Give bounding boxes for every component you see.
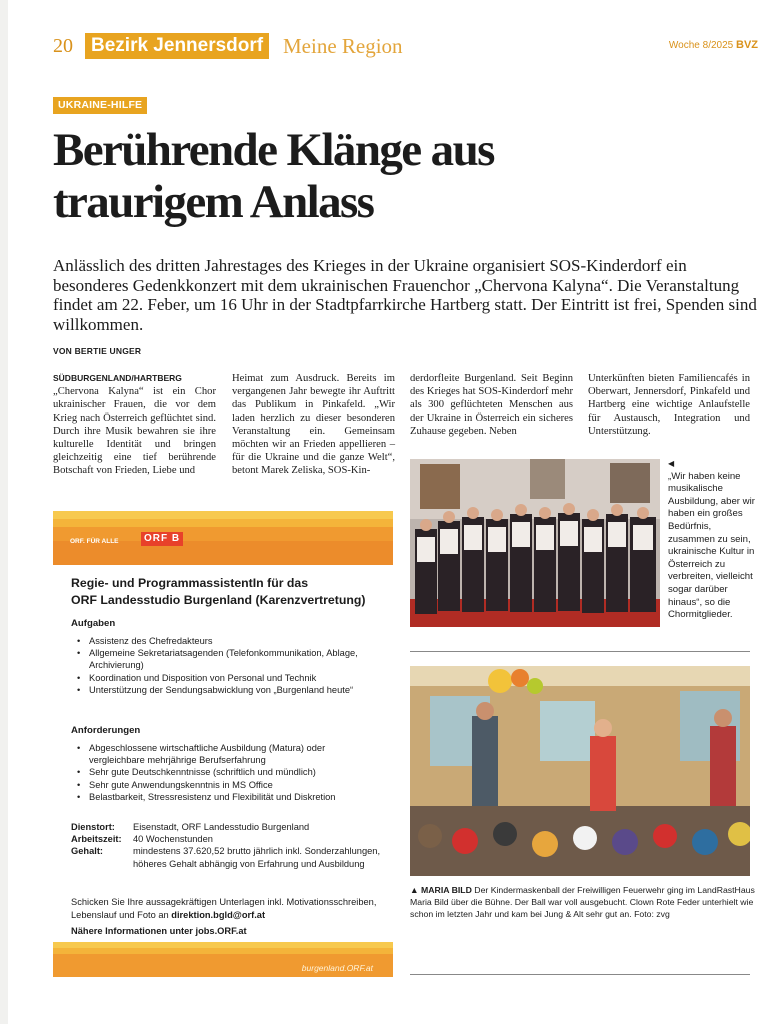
paper-label: BVZ	[736, 39, 758, 51]
tasks-heading: Aufgaben	[71, 618, 116, 629]
ad-title	[71, 575, 391, 609]
requirements-list	[77, 742, 377, 803]
requirements-heading: Anforderungen	[71, 725, 141, 736]
caption-label: MARIA BILD	[421, 885, 472, 895]
apply-text: Schicken Sie Ihre aussagekräftigen Unterlagen inkl. Motivationsschreiben, Lebenslauf und Foto an	[71, 897, 377, 920]
carnival-photo-illustration	[410, 666, 750, 876]
fact-key: Dienstort:	[71, 822, 115, 832]
article-column-1	[53, 372, 216, 478]
fact-value: mindestens 37.620,52 brutto jährlich inkl. Sonderzahlungen, höheres Gehalt abhängig von Erfahrung und Ausbildung	[133, 846, 381, 869]
tasks-list	[77, 635, 377, 696]
carnival-photo	[410, 666, 750, 876]
column-1-text: „Chervona Kalyna“ ist ein Chor ukrainischer Frauen, die vor dem Krieg nach Österreich geflüchtet sind. Durch ihre Musik bewahren sie ihre kulturelle Identität und bringen gleichzeitig eine tief berührende Botschaft von Frieden, Liebe und	[53, 386, 216, 477]
article-column-2	[232, 372, 395, 478]
newspaper-page	[8, 0, 777, 1024]
caption-arrow-icon: ▲	[410, 885, 419, 895]
application-instructions	[71, 896, 381, 922]
page-number: 20	[53, 35, 73, 57]
ad-bottom-banner	[53, 942, 393, 977]
column-3-text: derdorfleite Burgenland. Seit Beginn des Krieges hat SOS-Kinderdorf mehr als 300 geflüchteten Menschen aus der Ukraine in Österreich ein sicheres Zuhause gegeben. Neben	[410, 373, 573, 437]
fact-row	[71, 845, 383, 869]
region-label: Meine Region	[283, 34, 403, 58]
column-2-text: Heimat zum Ausdruck. Bereits im vergangenen Jahr bewegte ihr Auftritt das Publikum in Pinkafeld. „Wir laden herzlich zu dieser besonderen Veranstaltung ein. Gemeinsam möchten wir an Frieden appellieren – für die Ukraine und die ganze Welt“, betont Marek Zeliska, SOS-Kin-	[232, 373, 395, 477]
bottom-divider	[410, 974, 750, 975]
choir-photo	[410, 459, 660, 627]
ad-top-banner	[53, 511, 393, 565]
list-item: • Allgemeine Sekretariatsagenden (Telefonkommunikation, Ablage, Archivierung)	[77, 647, 377, 671]
fact-row	[71, 821, 383, 833]
list-item: • Koordination und Disposition von Personal und Technik	[77, 672, 377, 684]
info-link[interactable]: Nähere Informationen unter jobs.ORF.at	[71, 926, 247, 936]
divider	[410, 651, 750, 652]
photo-caption	[410, 884, 755, 920]
quote-text: „Wir haben keine musikalische Ausbildung, aber wir haben ein großes Bedürfnis, zusammen zu sein, ukrainische Kultur in Österreich zu verbreiten, vielleicht sogar darüber hinaus“, so die Chormitglieder.	[668, 470, 755, 621]
section-label: Bezirk Jennersdorf	[85, 33, 269, 59]
article-lead: Anlässlich des dritten Jahrestages des Krieges in der Ukraine organisiert SOS-Kinderdorf ein besonderes Gedenkkonzert mit dem ukrainischen Frauenchor „Chervona Kalyna“. Die Veranstaltung findet am 22. Feber, um 16 Uhr in der Stadtpfarrkirche Hartberg statt. Der Eintritt ist frei, Spenden sind willkommen.	[53, 256, 757, 334]
caption-arrow-icon: ◀	[668, 459, 675, 468]
page-header	[53, 33, 758, 59]
fact-key: Gehalt:	[71, 846, 104, 857]
choir-photo-illustration	[410, 459, 660, 627]
ad-url[interactable]: burgenland.ORF.at	[301, 963, 373, 973]
list-item: • Belastbarkeit, Stressresistenz und Flexibilität und Diskretion	[77, 791, 377, 803]
week-label: Woche 8/2025	[668, 40, 734, 51]
list-item: • Assistenz des Chefredakteurs	[77, 635, 377, 647]
list-item: • Unterstützung der Sendungsabwicklung von „Burgenland heute“	[77, 684, 377, 696]
article-author: VON BERTIE UNGER	[53, 346, 142, 356]
fact-row	[71, 833, 383, 845]
ad-title-note: (Karenzvertretung)	[255, 593, 366, 607]
job-facts	[71, 821, 383, 870]
list-item: • Sehr gute Deutschkenntnisse (schriftlich und mündlich)	[77, 766, 377, 778]
article-dateline: SÜDBURGENLAND/HARTBERG	[53, 373, 182, 383]
list-item: • Abgeschlossene wirtschaftliche Ausbildung (Matura) oder vergleichbare mehrjährige Berufserfahrung	[77, 742, 377, 766]
ad-title-line-1: Regie- und ProgrammassistentIn für das	[71, 576, 309, 590]
fact-value: 40 Wochenstunden	[133, 834, 213, 845]
job-advertisement	[53, 511, 393, 977]
article-headline: Berührende Klänge aus traurigem Anlass	[53, 124, 494, 228]
ad-tagline: ORF. FÜR ALLE	[70, 538, 119, 545]
orf-logo: ORF B	[141, 532, 183, 546]
ad-title-line-2: ORF Landesstudio Burgenland	[71, 593, 253, 607]
article-column-4	[588, 372, 750, 438]
issue-label	[669, 39, 758, 51]
choir-quote	[668, 458, 760, 622]
article-column-3	[410, 372, 573, 438]
fact-value: Eisenstadt, ORF Landesstudio Burgenland	[133, 822, 310, 832]
list-item: • Sehr gute Anwendungskenntnis in MS Office	[77, 779, 377, 791]
apply-email-link[interactable]: direktion.bgld@orf.at	[171, 910, 266, 920]
caption-text: Der Kindermaskenball der Freiwilligen Feuerwehr ging im LandRastHaus Maria Bild über die Bühne. Der Ball war voll ausgebucht. Clown Rote Feder unterhielt wie schon im letzten Jahr und kam bei Jung & Alt sehr gut an. Foto: zvg	[410, 885, 755, 919]
article-kicker: UKRAINE-HILFE	[53, 97, 147, 114]
fact-key: Arbeitszeit:	[71, 834, 122, 845]
column-4-text: Unterkünften bieten Familiencafés in Oberwart, Jennersdorf, Pinkafeld und Hartberg eine wichtige Anlaufstelle für Austausch, Integration und Unterstützung.	[588, 373, 750, 437]
